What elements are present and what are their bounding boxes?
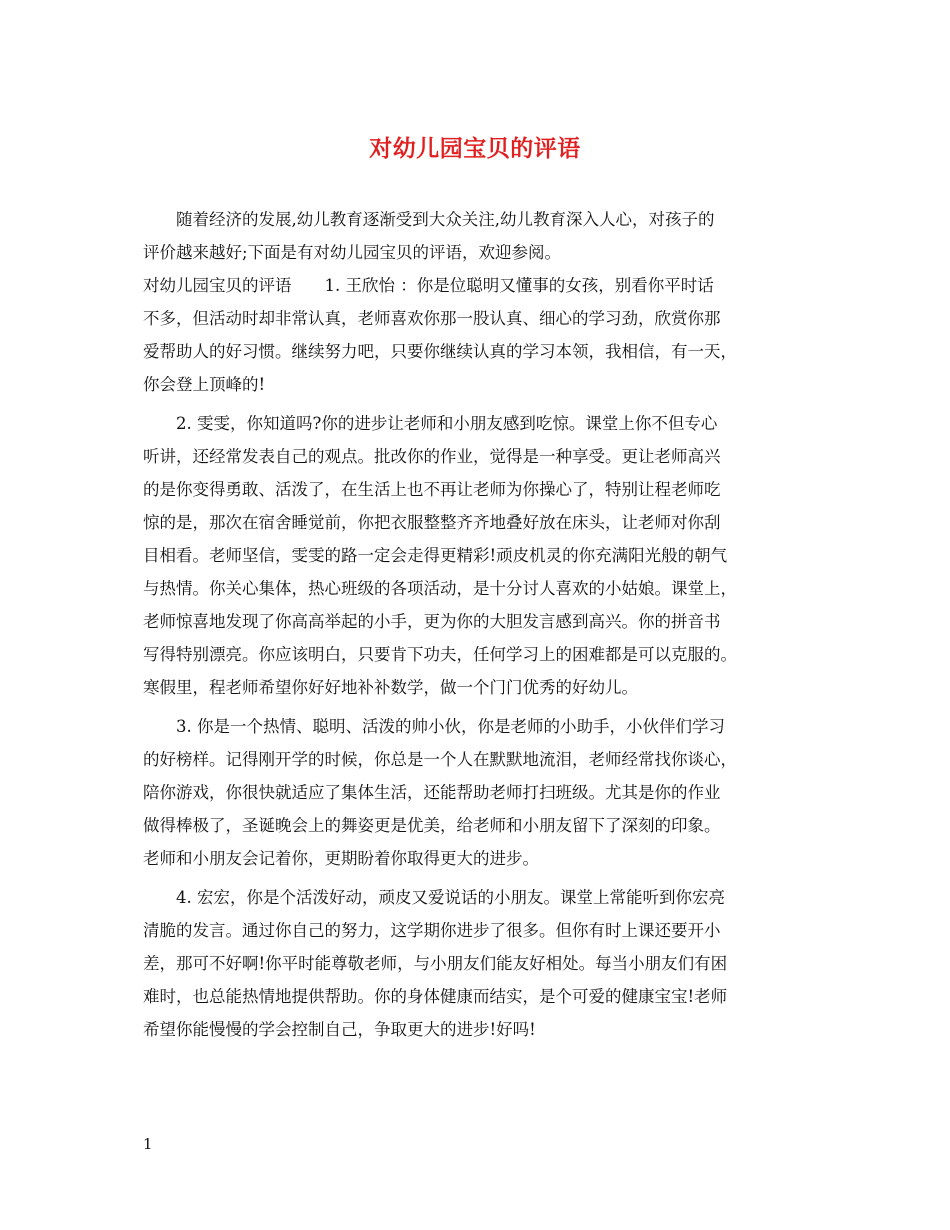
text-line: 4. 宏宏，你是个活泼好动，顽皮又爱说话的小朋友。课堂上常能听到你宏亮 — [176, 888, 725, 907]
text-line: 写得特别漂亮。你应该明白，只要肯下功夫，任何学习上的困难都是可以克服的。 — [143, 645, 737, 664]
text-line: 清脆的发言。通过你自己的努力，这学期你进步了很多。但你有时上课还要开小 — [143, 921, 721, 940]
document-body — [143, 203, 823, 1046]
text-line: 希望你能慢慢的学会控制自己，争取更大的进步!好吗! — [143, 1020, 536, 1039]
text-line: 听讲，还经常发表自己的观点。批改你的作业，觉得是一种享受。更让老师高兴 — [143, 447, 721, 466]
text-line: 3. 你是一个热情、聪明、活泼的帅小伙，你是老师的小助手，小伙伴们学习 — [176, 717, 725, 736]
text-line: 惊的是，那次在宿舍睡觉前，你把衣服整整齐齐地叠好放在床头，让老师对你刮 — [143, 513, 721, 532]
text-line: 的好榜样。记得刚开学的时候，你总是一个人在默默地流泪，老师经常找你谈心， — [143, 750, 737, 769]
paragraph — [143, 269, 823, 401]
paragraph — [143, 203, 823, 269]
page-number: 1 — [143, 1135, 153, 1153]
text-line: 目相看。老师坚信，雯雯的路一定会走得更精彩!顽皮机灵的你充满阳光般的朝气 — [143, 546, 728, 565]
text-line: 做得棒极了，圣诞晚会上的舞姿更是优美，给老师和小朋友留下了深刻的印象。 — [143, 816, 721, 835]
paragraph — [143, 407, 823, 704]
text-line: 老师和小朋友会记着你，更期盼着你取得更大的进步。 — [143, 849, 539, 868]
text-line: 的是你变得勇敢、活泼了，在生活上也不再让老师为你操心了，特别让程老师吃 — [143, 480, 721, 499]
text-line: 寒假里，程老师希望你好好地补补数学，做一个门门优秀的好幼儿。 — [143, 678, 638, 697]
text-line: 2. 雯雯，你知道吗?你的进步让老师和小朋友感到吃惊。课堂上你不但专心 — [176, 414, 718, 433]
text-line: 评价越来越好;下面是有对幼儿园宝贝的评语，欢迎参阅。 — [143, 243, 562, 262]
document-title: 对幼儿园宝贝的评语 — [369, 135, 581, 162]
paragraph — [143, 710, 823, 875]
text-line: 差，那可不好啊!你平时能尊敬老师，与小朋友们能友好相处。每当小朋友们有困 — [143, 954, 728, 973]
text-line: 老师惊喜地发现了你高高举起的小手，更为你的大胆发言感到高兴。你的拼音书 — [143, 612, 721, 631]
text-line: 随着经济的发展,幼儿教育逐渐受到大众关注,幼儿教育深入人心，对孩子的 — [176, 210, 715, 229]
text-line: 不多，但活动时却非常认真，老师喜欢你那一股认真、细心的学习劲，欣赏你那 — [143, 309, 721, 328]
paragraph — [143, 881, 823, 1046]
text-line: 与热情。你关心集体，热心班级的各项活动，是十分讨人喜欢的小姑娘。课堂上， — [143, 579, 737, 598]
text-line: 难时，也总能热情地提供帮助。你的身体健康而结实，是个可爱的健康宝宝!老师 — [143, 987, 728, 1006]
text-line: 你会登上顶峰的! — [143, 375, 266, 394]
text-line: 陪你游戏，你很快就适应了集体生活，还能帮助老师打扫班级。尤其是你的作业 — [143, 783, 721, 802]
text-line: 爱帮助人的好习惯。继续努力吧，只要你继续认真的学习本领，我相信，有一天， — [143, 342, 737, 361]
text-line: 对幼儿园宝贝的评语 1. 王欣怡 ：你是位聪明又懂事的女孩，别看你平时话 — [143, 276, 714, 295]
